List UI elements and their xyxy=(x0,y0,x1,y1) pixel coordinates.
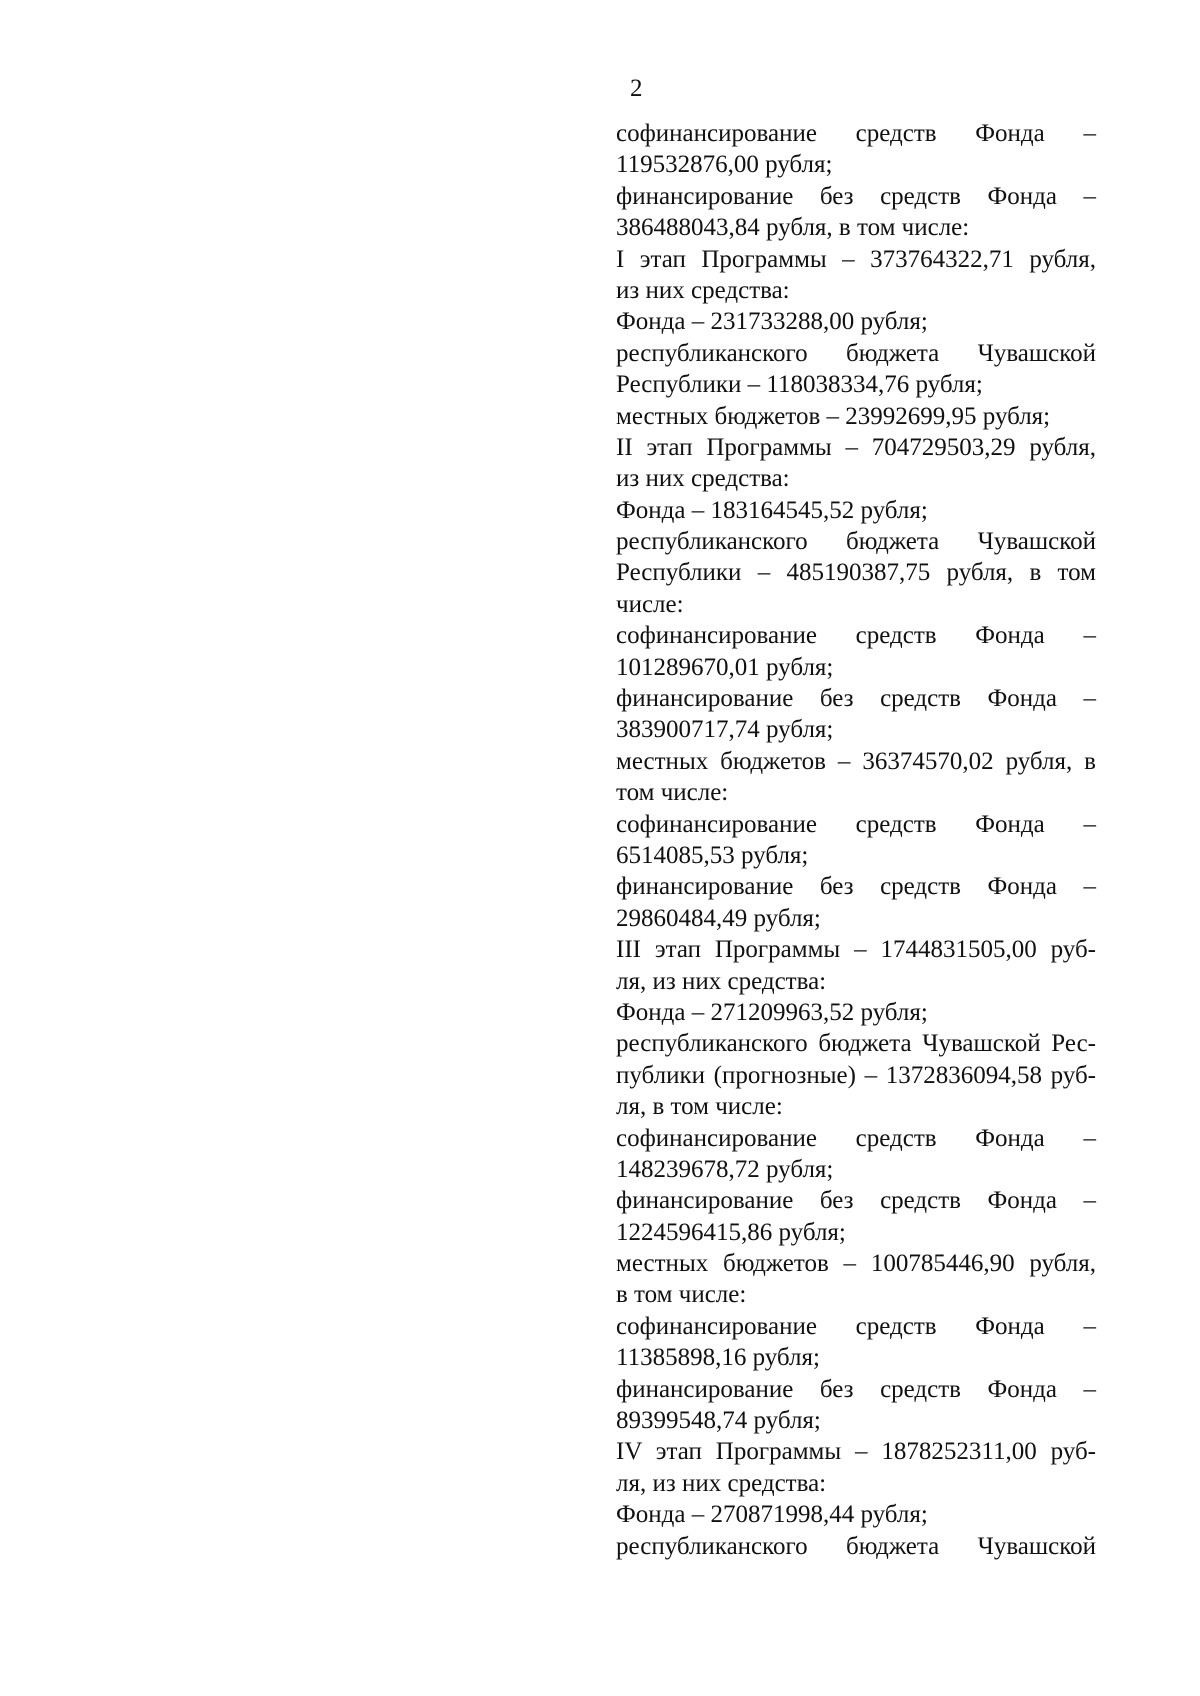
text-line: местных бюджетов – 36374570,02 рубля, в xyxy=(616,747,1096,775)
text-line: I этап Программы – 373764322,71 рубля, xyxy=(616,245,1096,273)
page-number: 2 xyxy=(630,75,643,102)
text-line: 89399548,74 рубля; xyxy=(616,1407,821,1435)
text-line: Фонда – 270871998,44 рубля; xyxy=(616,1501,928,1529)
text-line: республиканского бюджета Чувашской xyxy=(616,528,1096,556)
text-line: Фонда – 183164545,52 рубля; xyxy=(616,496,928,524)
document-body xyxy=(616,118,1096,1562)
text-line: 1224596415,86 рубля; xyxy=(616,1218,846,1246)
text-line: 383900717,74 рубля; xyxy=(616,716,834,744)
text-line: финансирование без средств Фонда – xyxy=(616,1187,1096,1215)
text-line: республиканского бюджета Чувашской xyxy=(616,339,1096,367)
text-line: 29860484,49 рубля; xyxy=(616,904,821,932)
text-line: местных бюджетов – 100785446,90 рубля, xyxy=(616,1250,1096,1278)
text-line: Фонда – 231733288,00 рубля; xyxy=(616,308,928,336)
text-line: 148239678,72 рубля; xyxy=(616,1155,834,1183)
text-line: финансирование без средств Фонда – xyxy=(616,182,1096,210)
text-line: 101289670,01 рубля; xyxy=(616,653,834,681)
text-line: Фонда – 271209963,52 рубля; xyxy=(616,998,928,1026)
text-line: II этап Программы – 704729503,29 рубля, xyxy=(616,433,1096,461)
text-line: 11385898,16 рубля; xyxy=(616,1344,820,1372)
text-line: Республики – 118038334,76 рубля; xyxy=(616,371,983,399)
text-line: финансирование без средств Фонда – xyxy=(616,685,1096,713)
text-line: публики (прогнозные) – 1372836094,58 руб- xyxy=(616,1061,1096,1089)
text-line: республиканского бюджета Чувашской Рес- xyxy=(616,1030,1096,1058)
text-line: том числе: xyxy=(616,779,729,807)
text-line: числе: xyxy=(616,590,684,618)
text-line: 119532876,00 рубля; xyxy=(616,151,833,179)
text-line: 386488043,84 рубля, в том числе: xyxy=(616,214,970,242)
text-line: софинансирование средств Фонда – xyxy=(616,120,1096,147)
text-line: 6514085,53 рубля; xyxy=(616,841,809,869)
text-line: из них средства: xyxy=(616,465,790,493)
text-line: ля, в том числе: xyxy=(616,1093,783,1121)
text-line: в том числе: xyxy=(616,1281,747,1309)
text-line: из них средства: xyxy=(616,276,790,304)
text-line: софинансирование средств Фонда – xyxy=(616,1312,1096,1340)
text-line: ля, из них средства: xyxy=(616,967,827,995)
text-line: софинансирование средств Фонда – xyxy=(616,622,1096,650)
text-line: Республики – 485190387,75 рубля, в том xyxy=(616,559,1096,587)
text-line: финансирование без средств Фонда – xyxy=(616,873,1096,901)
text-line: финансирование без средств Фонда – xyxy=(616,1375,1096,1403)
text-line: местных бюджетов – 23992699,95 рубля; xyxy=(616,402,1051,430)
text-line: IV этап Программы – 1878252311,00 руб- xyxy=(616,1438,1096,1466)
text-line: III этап Программы – 1744831505,00 руб- xyxy=(616,936,1096,964)
text-line: софинансирование средств Фонда – xyxy=(616,810,1096,838)
text-line: ля, из них средства: xyxy=(616,1469,827,1497)
text-line: софинансирование средств Фонда – xyxy=(616,1124,1096,1152)
text-line: республиканского бюджета Чувашской xyxy=(616,1532,1096,1560)
